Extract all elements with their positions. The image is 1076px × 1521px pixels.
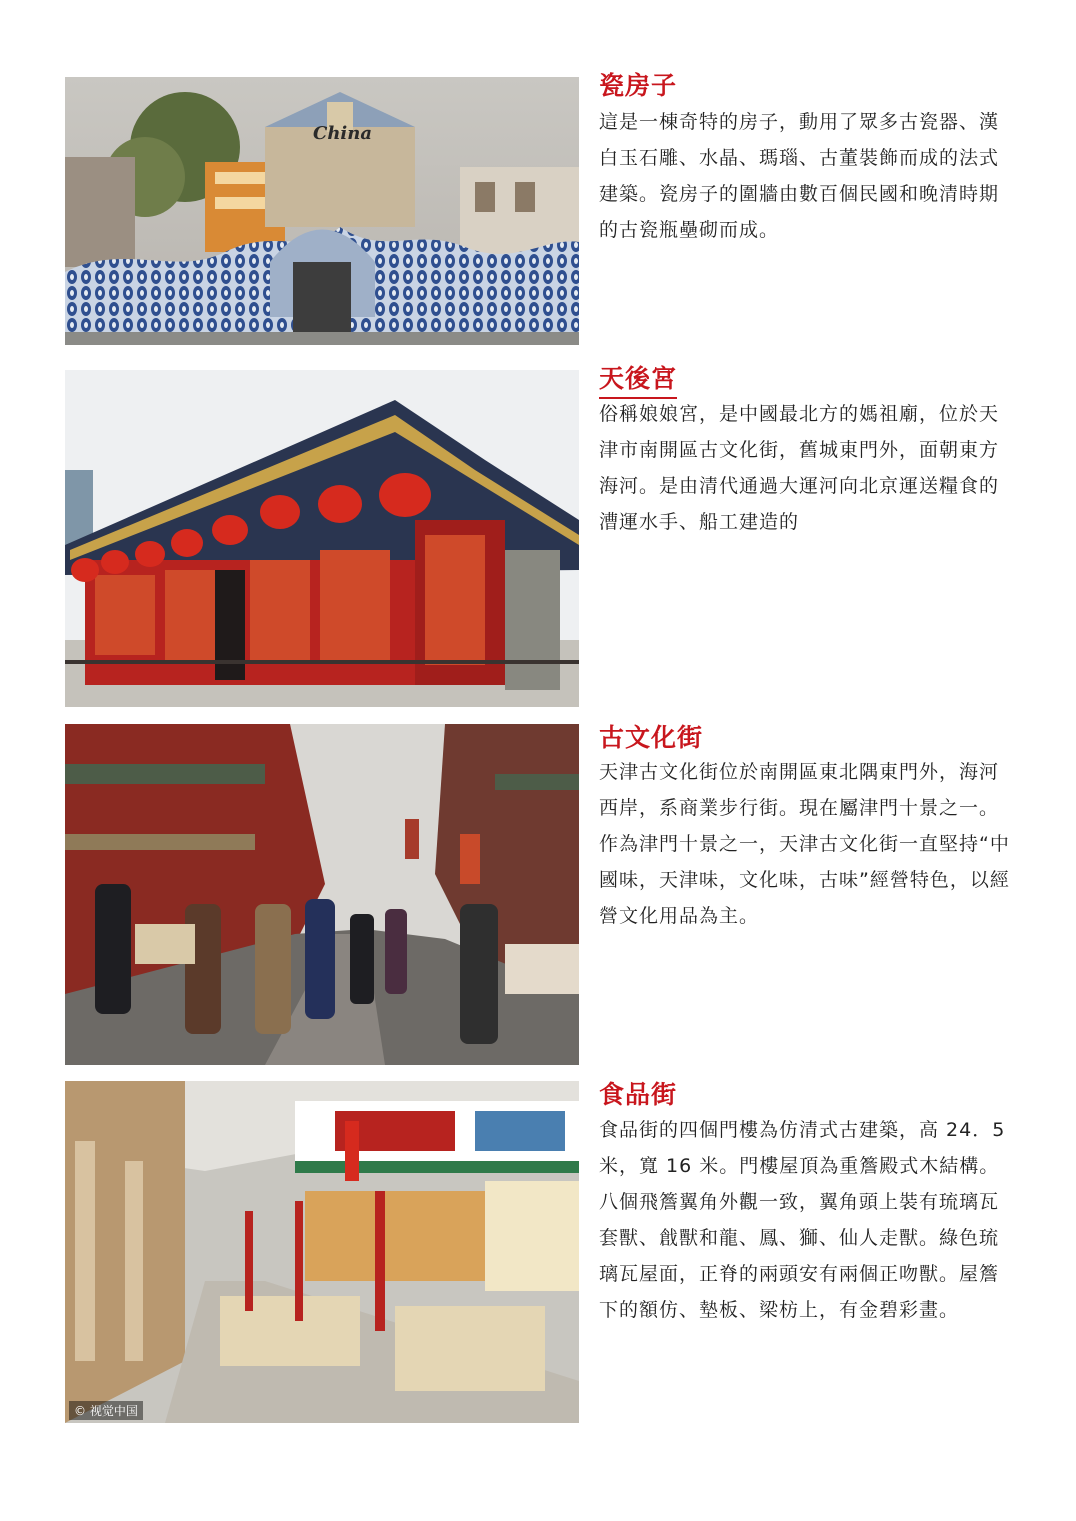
porcelain-house-description: 這是一棟奇特的房子，動用了眾多古瓷器、漢白玉石雕、水晶、瑪瑙、古董裝飾而成的法式建築。瓷房子的圍牆由數百個民國和晚清時期的古瓷瓶壘砌而成。: [599, 111, 1000, 241]
food-street-title: 食品街: [599, 1080, 678, 1109]
food-street-description: 食品街的四個門樓為仿清式古建築，高 24．5 米，寬 16 米。門樓屋頂為重簷殿式木結構。八個飛簷翼角外觀一致，翼角頭上裝有琉璃瓦套獸、戧獸和龍、鳳、獅、仙人走獸。綠色琉璃瓦屋面，正脊的兩頭安有兩個正吻獸。屋簷下的額仿、墊板、梁枋上，有金碧彩畫。: [599, 1119, 1006, 1321]
tianhou-temple-description: 俗稱娘娘宮，是中國最北方的媽祖廟，位於天津市南開區古文化街，舊城東門外，面朝東方海河。是由清代通過大運河向北京運送糧食的漕運水手、船工建造的: [599, 403, 1000, 533]
culture-street-title: 古文化街: [599, 723, 704, 752]
culture-street-description: 天津古文化街位於南開區東北隅東門外，海河西岸，系商業步行街。現在屬津門十景之一。作為津門十景之一，天津古文化街一直堅持“中國味，天津味，文化味，古味”經營特色，以經營文化用品為主。: [599, 761, 1010, 927]
tianhou-temple-photo: [65, 370, 579, 707]
culture-street-photo: [65, 724, 579, 1065]
food-street-photo: [65, 1081, 579, 1423]
china-sign-text: China: [313, 123, 373, 144]
photo-watermark: © 视觉中国: [69, 1401, 143, 1420]
porcelain-house-title: 瓷房子: [599, 71, 678, 100]
porcelain-house-photo: [65, 77, 579, 345]
tianhou-temple-title: 天後宮: [599, 359, 677, 399]
